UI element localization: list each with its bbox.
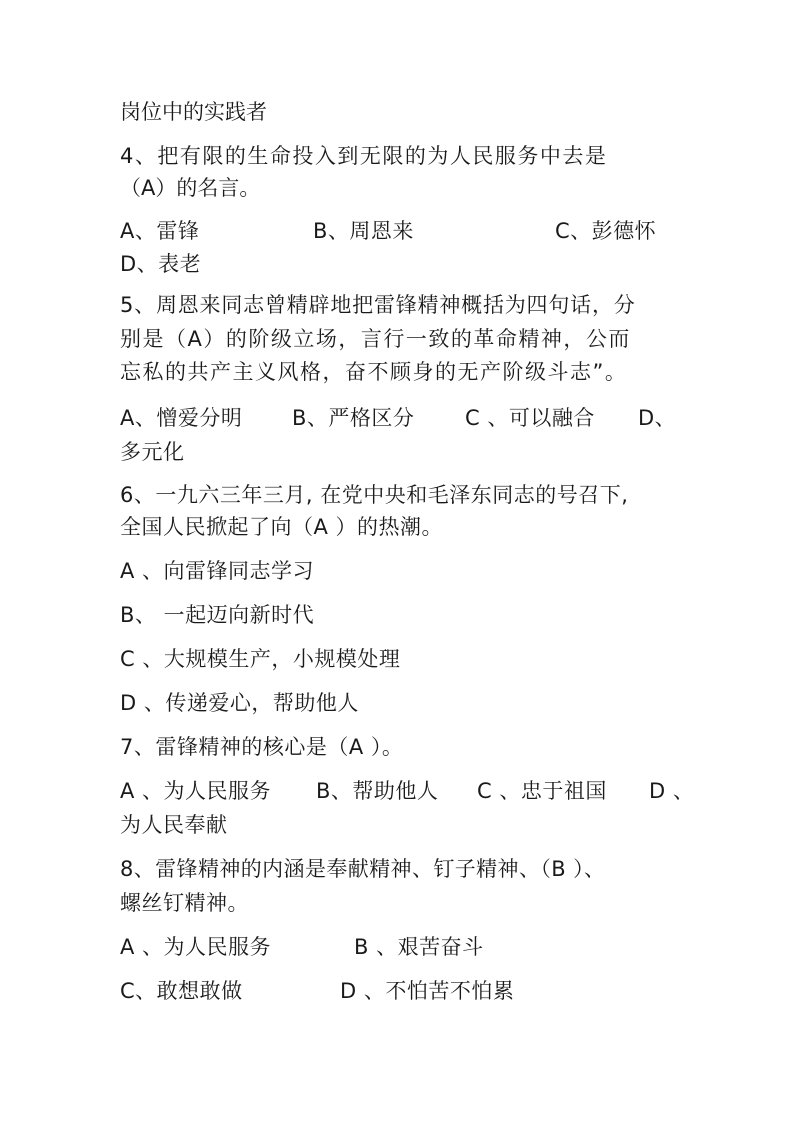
question-5-line-2: 别是（A）的阶级立场，言行一致的革命精神，公而 [120, 327, 631, 351]
question-4-option-b: B、周恩来 [313, 219, 414, 243]
question-4-option-c: C、彭德怀 [555, 219, 657, 243]
question-7-line-1: 7、雷锋精神的核心是（A ）。 [120, 735, 404, 759]
question-6-line-1: 6、一九六三年三月, 在党中央和毛泽东同志的号召下, [120, 483, 629, 507]
question-6-option-a: A 、向雷锋同志学习 [120, 559, 315, 583]
question-7-option-d-text: 为人民奉献 [120, 813, 228, 837]
question-6-option-d: D 、传递爱心，帮助他人 [120, 691, 359, 715]
continuation-text: 岗位中的实践者 [120, 100, 267, 124]
question-8-line-1: 8、雷锋精神的内涵是奉献精神、钉子精神、（B ）、 [120, 857, 606, 881]
question-4-options [120, 217, 680, 245]
question-5-option-b: B、严格区分 [292, 406, 415, 430]
question-4-line-2: （A）的名言。 [120, 176, 261, 200]
question-8-line-2: 螺丝钉精神。 [120, 891, 249, 915]
question-5-option-d-text: 多元化 [120, 440, 185, 464]
question-5-line-3: 忘私的共产主义风格，奋不顾身的无产阶级斗志”。 [120, 360, 628, 384]
question-7-option-b: B、帮助他人 [316, 779, 439, 803]
question-7-options [120, 777, 695, 805]
question-8-option-a: A 、为人民服务 [120, 935, 272, 959]
question-5-option-a: A、憎爱分明 [120, 406, 243, 430]
question-8-options-row-1 [120, 933, 540, 961]
question-5-option-d: D、 [638, 406, 677, 430]
question-8-option-d: D 、不怕苦不怕累 [340, 979, 515, 1003]
question-6-option-c: C 、大规模生产，小规模处理 [120, 647, 401, 671]
question-8-options-row-2 [120, 977, 560, 1005]
question-5-line-1: 5、周恩来同志曾精辟地把雷锋精神概括为四句话，分 [120, 293, 636, 317]
question-8-option-b: B 、艰苦奋斗 [354, 935, 484, 959]
question-7-option-c: C 、忠于祖国 [477, 779, 607, 803]
question-5-option-c: C 、可以融合 [465, 406, 595, 430]
question-7-option-d: D 、 [649, 779, 695, 803]
question-4-line-1: 4、把有限的生命投入到无限的为人民服务中去是 [120, 144, 608, 168]
question-7-option-a: A 、为人民服务 [120, 779, 272, 803]
question-4-option-a: A、雷锋 [120, 219, 200, 243]
question-5-options [120, 404, 680, 432]
question-6-line-2: 全国人民掀起了向（A ）的热潮。 [120, 515, 444, 539]
question-8-option-c: C、敢想敢做 [120, 979, 243, 1003]
question-6-option-b: B、 一起迈向新时代 [120, 603, 315, 627]
question-4-option-d: D、表老 [120, 252, 202, 276]
